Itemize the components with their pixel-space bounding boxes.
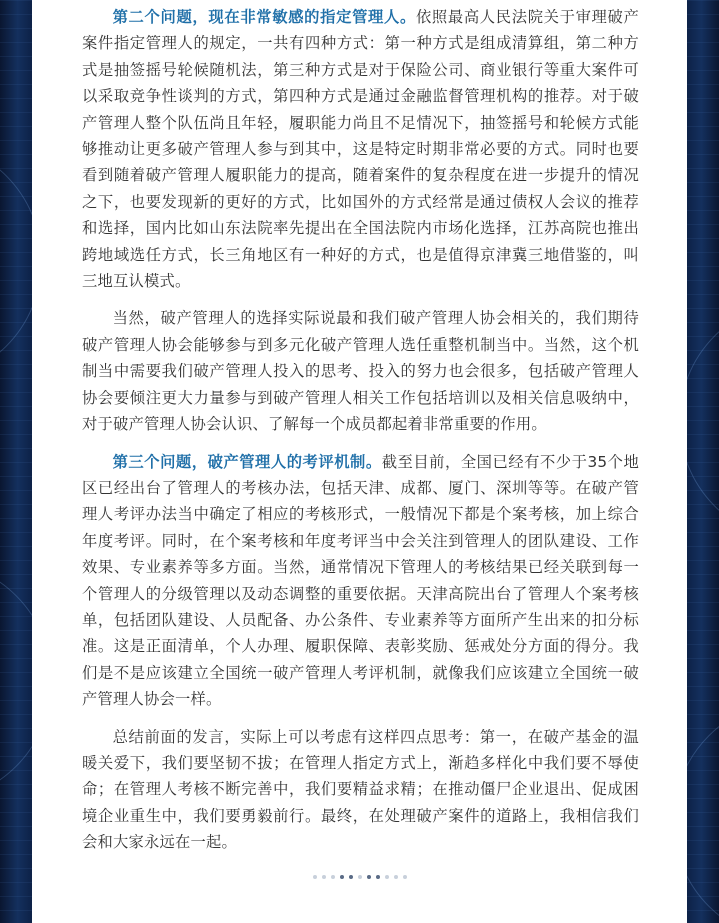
divider-dot [322,875,326,879]
paragraph-1-lead: 第二个问题，现在非常敏感的指定管理人。 [112,8,416,26]
decorative-arc [0,140,32,382]
left-decorative-band [0,0,32,923]
paragraph-1 [82,4,639,294]
paragraph-3-body: 截至目前，全国已经有不少于35个地区已经出台了管理人的考核办法，包括天津、成都、厦门、深圳等等。在破产管理人考评办法当中确定了相应的考核形式，一般情况下都是个案考核，加上综合年度考评。同时，在个案考核和年度考评当中会关注到管理人的团队建设、工作效果、专业素养等多方面。当然，通常情况下管理人的考核结果已经关联到每一个管理人的分级管理以及动态调整的重要依据。天津高院出台了管理人个案考核单，包括团队建设、人员配备、办公条件、专业素养等方面所产生出来的扣分标准。这是正面清单，个人办理、履职保障、表彰奖励、惩戒处分方面的得分。我们是不是应该建立全国统一破产管理人考评机制，就像我们应该建立全国统一破产管理人协会一样。 [82,452,639,709]
divider-dot [358,875,362,879]
decorative-arc [687,700,719,923]
paragraph-4 [82,724,639,856]
paragraph-1-body: 依照最高人民法院关于审理破产案件指定管理人的规定，一共有四种方式：第一种方式是组成清算组，第二种方式是抽签摇号轮候随机法，第三种方式是对于保险公司、商业银行等重大案件可以采取竞争性谈判的方式，第四种方式是通过金融监督管理机构的推荐。对于破产管理人整个队伍尚且年轻，履职能力尚且不足情况下，抽签摇号和轮候方式能够推动让更多破产管理人参与到其中，这是特定时期非常必要的方式。同时也要看到随着破产管理人履职能力的提高，随着案件的复杂程度在进一步提升的情况之下，也要发现新的更好的方式，比如国外的方式经常是通过债权人会议的推荐和选择，国内比如山东法院率先提出在全国法院内市场化选择，江苏高院也推出跨地域选任方式，长三角地区有一种好的方式，也是值得京津冀三地借鉴的，叫三地互认模式。 [82,8,639,291]
decorative-arc [0,560,32,802]
divider-dot [394,875,398,879]
divider-dot [331,875,335,879]
divider-dot [313,875,317,879]
divider-dot [403,875,407,879]
divider-dots [32,875,687,879]
divider-dot [367,875,371,879]
paragraph-4-body: 总结前面的发言，实际上可以考虑有这样四点思考：第一，在破产基金的温暖关爱下，我们要坚韧不拔；在管理人指定方式上，渐趋多样化中我们要不辱使命；在管理人考核不断完善中，我们要精益求精；在推动僵尸企业退出、促成困境企业重生中，我们要勇毅前行。最终，在处理破产案件的道路上，我相信我们会和大家永远在一起。 [82,727,639,852]
decorative-arc [687,300,719,542]
article-panel [32,0,687,923]
paragraph-2 [82,305,639,437]
paragraph-2-body: 当然，破产管理人的选择实际说最和我们破产管理人协会相关的，我们期待破产管理人协会能够参与到多元化破产管理人选任重整机制当中。当然，这个机制当中需要我们破产管理人投入的思考、投入的努力也会很多，包括破产管理人协会要倾注更大力量参与到破产管理人相关工作包括培训以及相关信息吸纳中，对于破产管理人协会认识、了解每一个成员都起着非常重要的作用。 [82,309,639,434]
divider-dot [340,875,344,879]
right-decorative-band [687,0,719,923]
divider-dot [349,875,353,879]
divider-dot [376,875,380,879]
divider-dot [385,875,389,879]
paragraph-3-lead: 第三个问题，破产管理人的考评机制。 [112,452,382,471]
paragraph-3 [82,449,639,713]
